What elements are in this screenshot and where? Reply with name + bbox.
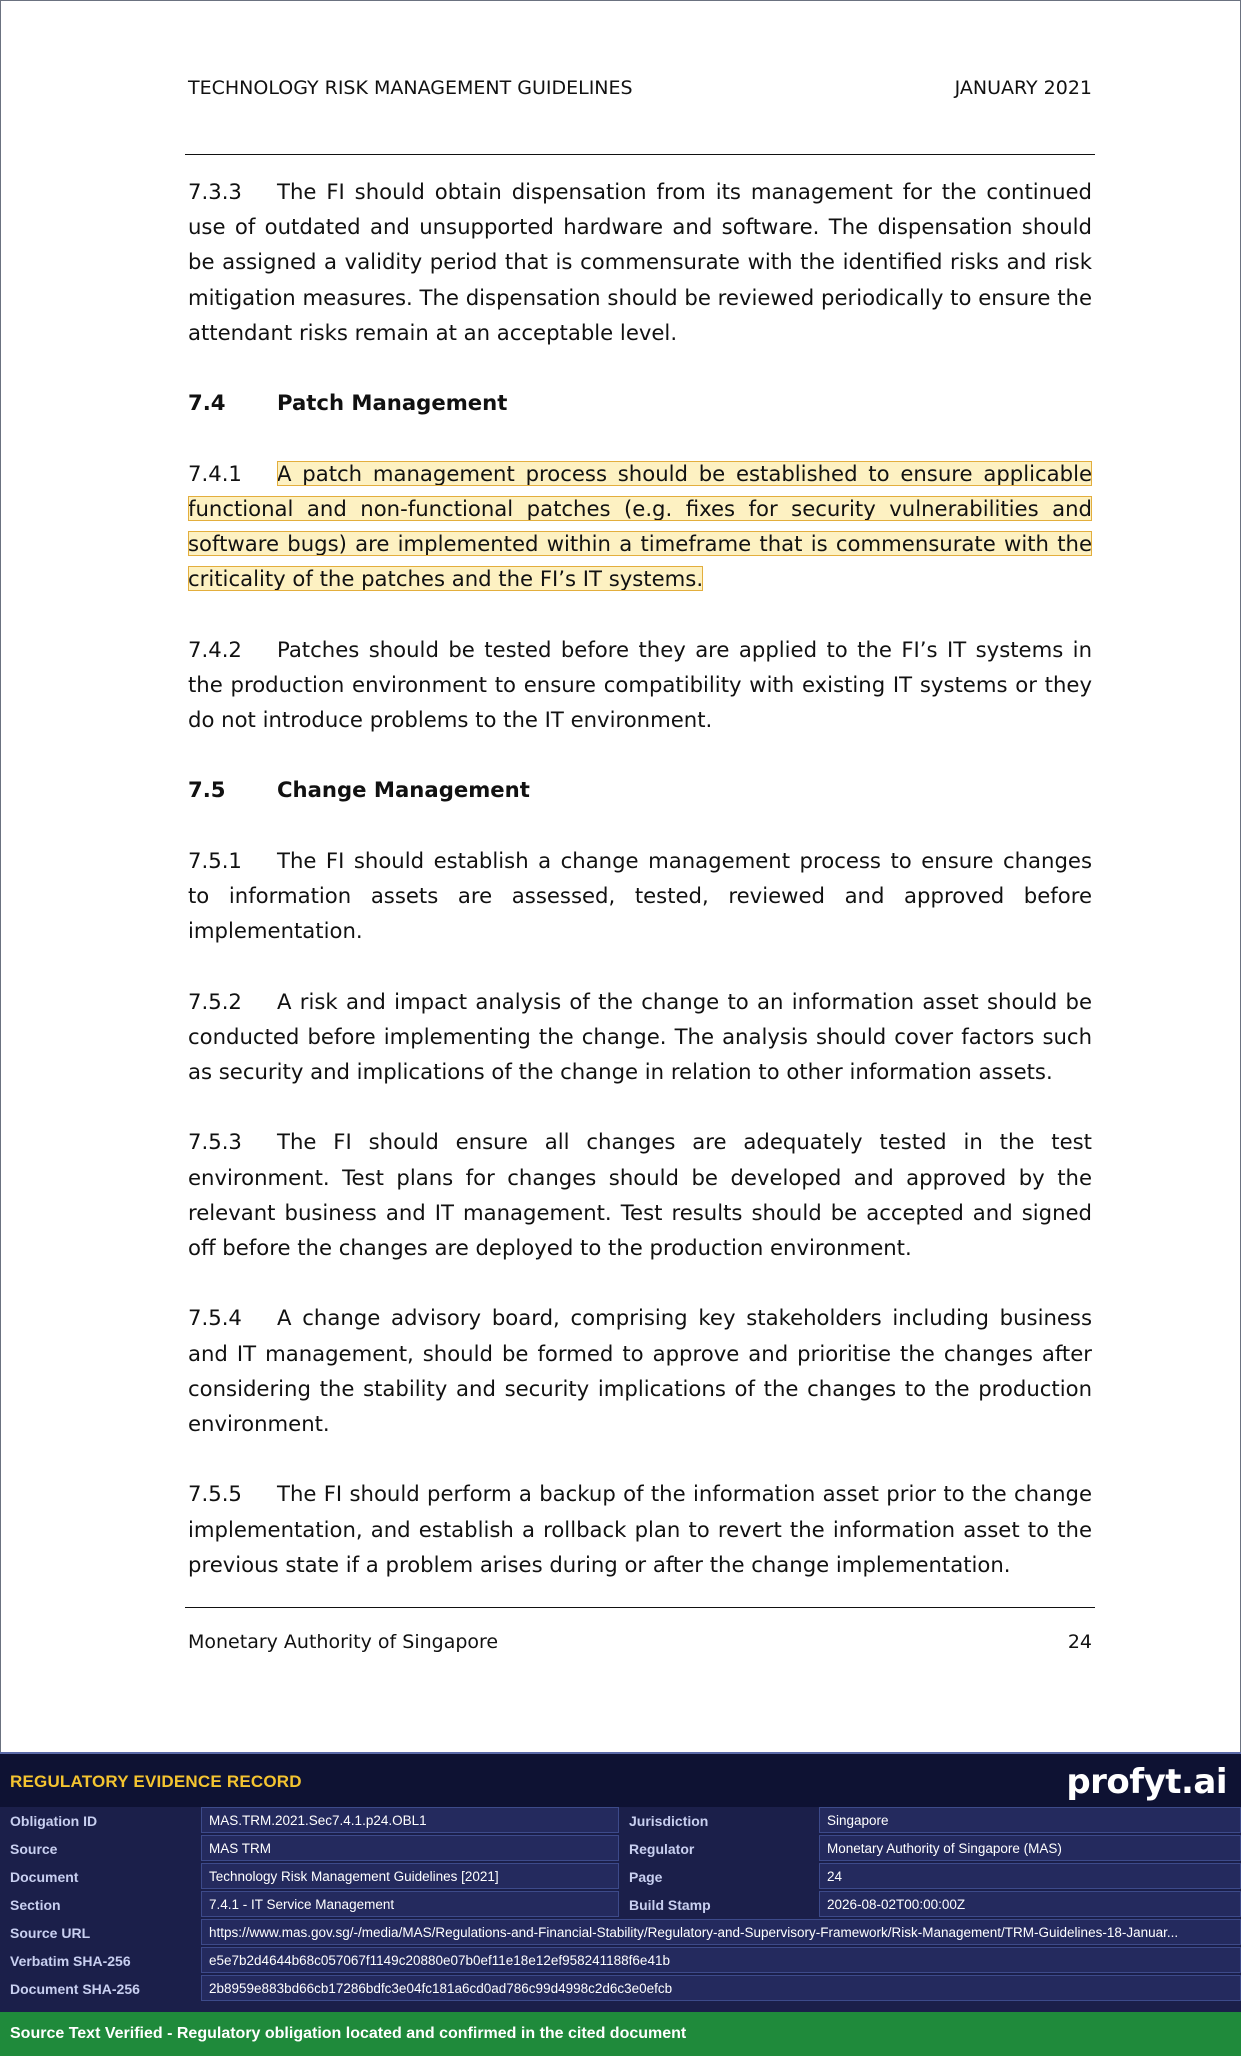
- paragraph-7-5-3: [188, 1124, 1092, 1265]
- page-value: 24: [819, 1863, 1241, 1889]
- section-heading-7-5: [188, 772, 1092, 807]
- paragraph-text: A change advisory board, comprising key stakeholders including business and IT management, should be formed to approve and prioritise the changes after considering the stability and security implications of the changes to the production environment.: [188, 1305, 1092, 1436]
- paragraph-text: Patches should be tested before they are applied to the FI’s IT systems in the production environment to ensure compatibility with existing IT systems or they do not introduce problems to the IT environment.: [188, 636, 1092, 732]
- paragraph-7-4-2: [188, 632, 1092, 738]
- paragraph-number: 7.5.5: [188, 1481, 242, 1507]
- verification-banner: Source Text Verified - Regulatory obligation located and confirmed in the cited document: [0, 2012, 1241, 2056]
- paragraph-7-5-1: [188, 843, 1092, 949]
- evidence-panel: [0, 1752, 1241, 2056]
- paragraph-number: 7.3.3: [188, 179, 242, 204]
- obligation-id-label: Obligation ID: [10, 1813, 98, 1829]
- page-footer: [188, 1631, 1092, 1653]
- footer-rule: [185, 1607, 1095, 1608]
- profyt-logo: profyt.ai: [1066, 1762, 1227, 1802]
- jurisdiction-value: Singapore: [819, 1807, 1241, 1833]
- paragraph-number: 7.5.2: [188, 988, 242, 1014]
- paragraph-number: 7.4.2: [188, 636, 242, 662]
- page-number: 24: [1067, 1631, 1092, 1653]
- paragraph-7-5-2: [188, 984, 1092, 1090]
- jurisdiction-label: Jurisdiction: [629, 1813, 709, 1829]
- evidence-row-source: [0, 1835, 1241, 1863]
- paragraph-number: 7.5.4: [188, 1305, 242, 1331]
- evidence-row-section: [0, 1891, 1241, 1919]
- document-sha-label: Document SHA-256: [10, 1981, 140, 1997]
- section-number: 7.5: [188, 777, 226, 803]
- paragraph-number: 7.4.1: [188, 460, 242, 486]
- source-label: Source: [10, 1841, 58, 1857]
- document-sha-value: 2b8959e883bd66cb17286bdfc3e04fc181a6cd0ad786c99d4998c2d6c3e0efcb: [201, 1975, 1241, 2001]
- paragraph-text: A risk and impact analysis of the change to an information asset should be conducted before implementing the change. The analysis should cover factors such as security and implications of the change in relation to other information assets.: [188, 988, 1092, 1084]
- page-header: [188, 77, 1092, 99]
- paragraph-text: The FI should establish a change management process to ensure changes to information assets are assessed, tested, reviewed and approved before implementation.: [188, 847, 1092, 944]
- section-value: 7.4.1 - IT Service Management: [201, 1891, 619, 1917]
- evidence-row-document-sha: [0, 1975, 1241, 2003]
- paragraph-7-5-5: [188, 1476, 1092, 1582]
- evidence-row-verbatim-sha: [0, 1947, 1241, 1975]
- regulator-label: Regulator: [629, 1841, 695, 1857]
- paragraph-7-4-1: [188, 456, 1092, 597]
- paragraph-7-3-3: [188, 174, 1092, 350]
- section-number: 7.4: [188, 390, 226, 416]
- evidence-row-document: [0, 1863, 1241, 1891]
- header-date: JANUARY 2021: [954, 77, 1092, 99]
- build-stamp-value: 2026-08-02T00:00:00Z: [819, 1891, 1241, 1917]
- paragraph-text: The FI should perform a backup of the information asset prior to the change implementation, and establish a rollback plan to revert the information asset to the previous state if a problem arises during or after the change implementation.: [188, 1481, 1092, 1577]
- document-value: Technology Risk Management Guidelines [2021]: [201, 1863, 619, 1889]
- section-heading-7-4: [188, 385, 1092, 420]
- section-title: Change Management: [277, 777, 530, 803]
- section-label: Section: [10, 1897, 61, 1913]
- paragraph-7-5-4: [188, 1300, 1092, 1441]
- document-body: [188, 174, 1092, 1617]
- document-label: Document: [10, 1869, 79, 1885]
- paragraph-number: 7.5.3: [188, 1129, 242, 1155]
- footer-organisation: Monetary Authority of Singapore: [188, 1631, 499, 1653]
- build-stamp-label: Build Stamp: [629, 1897, 711, 1913]
- header-rule: [185, 154, 1095, 155]
- verbatim-sha-label: Verbatim SHA-256: [10, 1953, 131, 1969]
- highlighted-obligation-text: A patch management process should be established to ensure applicable functional and non-functional patches (e.g. fixes for security vulnerabilities and software bugs) are implemented within a timeframe that is commensurate with the criticality of the patches and the FI’s IT systems.: [188, 460, 1092, 592]
- evidence-panel-header: [0, 1752, 1241, 1807]
- regulator-value: Monetary Authority of Singapore (MAS): [819, 1835, 1241, 1861]
- page-label: Page: [629, 1869, 663, 1885]
- evidence-row-source-url: [0, 1919, 1241, 1947]
- verbatim-sha-value: e5e7b2d4644b68c057067f1149c20880e07b0ef11e18e12ef958241188f6e41b: [201, 1947, 1241, 1973]
- evidence-panel-title: REGULATORY EVIDENCE RECORD: [10, 1772, 302, 1791]
- section-title: Patch Management: [277, 390, 508, 416]
- source-url-value[interactable]: https://www.mas.gov.sg/-/media/MAS/Regulations-and-Financial-Stability/Regulatory-and-Supervisory-Framework/Risk-Management/TRM-Guidelines-18-Januar...: [201, 1919, 1241, 1945]
- source-value: MAS TRM: [201, 1835, 619, 1861]
- source-url-label: Source URL: [10, 1925, 91, 1941]
- obligation-id-value: MAS.TRM.2021.Sec7.4.1.p24.OBL1: [201, 1807, 619, 1833]
- paragraph-text: The FI should obtain dispensation from its management for the continued use of outdated and unsupported hardware and software. The dispensation should be assigned a validity period that is commensurate with the identified risks and risk mitigation measures. The dispensation should be reviewed periodically to ensure the attendant risks remain at an acceptable level.: [188, 179, 1092, 345]
- paragraph-text: The FI should ensure all changes are adequately tested in the test environment. Test plans for changes should be developed and approved by the relevant business and IT management. Test results should be accepted and signed off before the changes are deployed to the production environment.: [188, 1129, 1092, 1260]
- evidence-row-obligation: [0, 1807, 1241, 1835]
- header-title: TECHNOLOGY RISK MANAGEMENT GUIDELINES: [188, 77, 633, 99]
- paragraph-number: 7.5.1: [188, 847, 242, 873]
